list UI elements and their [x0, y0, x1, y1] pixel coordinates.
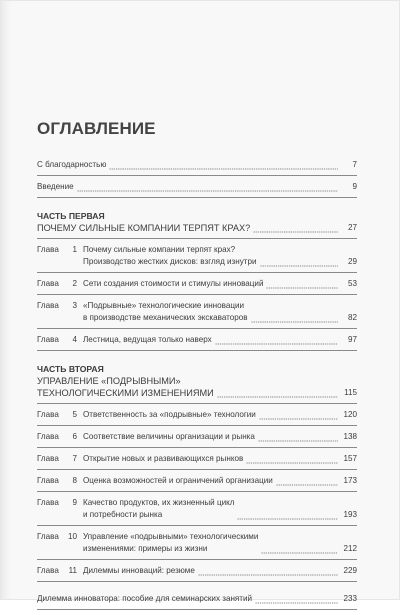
chapter-label: Глава	[37, 476, 59, 485]
divider	[37, 525, 357, 526]
entry-text-line-2: Производство жестких дисков: взгляд изнутри	[83, 257, 257, 266]
page-number: 82	[347, 313, 357, 322]
part-title-line-2: ТЕХНОЛОГИЧЕСКИМИ ИЗМЕНЕНИЯМИ	[37, 388, 214, 398]
chapter-label: Глава	[37, 454, 59, 463]
dot-leader	[246, 453, 338, 465]
chapter-number: 7	[72, 454, 77, 463]
page-number: 120	[343, 410, 357, 419]
entry-text-line-2: в производстве механических экскаваторов	[83, 313, 248, 322]
chapter-number: 8	[72, 476, 77, 485]
table-of-contents	[37, 119, 357, 615]
divider	[37, 272, 357, 273]
entry-text: Дилемма инноватора: пособие для семинарских занятий	[37, 594, 253, 603]
divider	[37, 469, 357, 470]
page-number: 7	[352, 160, 357, 169]
divider	[37, 350, 357, 351]
toc-entry-chapter-10[interactable]	[37, 531, 357, 555]
chapter-label: Глава	[37, 566, 59, 575]
chapter-number: 2	[72, 279, 77, 288]
toc-entry-chapter-8[interactable]	[37, 475, 357, 487]
page-number: 97	[347, 335, 357, 344]
chapter-label: Глава	[37, 301, 59, 310]
dot-leader	[255, 593, 338, 605]
toc-entry-appendix[interactable]	[37, 593, 357, 605]
entry-text: Лестница, ведущая только наверх	[83, 335, 212, 344]
entry-text-line-2: изменениями: примеры из жизни	[83, 544, 208, 553]
toc-entry-part-1[interactable]	[37, 222, 357, 234]
chapter-label: Глава	[37, 532, 59, 541]
divider	[37, 491, 357, 492]
toc-entry-introduction[interactable]	[37, 181, 357, 193]
chapter-number: 3	[72, 301, 77, 310]
page-number: 27	[347, 223, 357, 232]
entry-text-line-1: Управление «подрывными» технологическими	[83, 532, 259, 541]
page-number: 193	[343, 510, 357, 519]
part-label: ЧАСТЬ ПЕРВАЯ	[37, 211, 105, 221]
page-title: ОГЛАВЛЕНИЕ	[37, 119, 156, 138]
chapter-number: 1	[72, 245, 77, 254]
dot-leader	[259, 409, 338, 421]
entry-text-line-1: Почему сильные компании терпят крах?	[83, 245, 236, 254]
dot-leader	[276, 475, 338, 487]
toc-entry-chapter-5[interactable]	[37, 409, 357, 421]
divider	[37, 425, 357, 426]
dot-leader	[266, 278, 338, 290]
chapter-number: 5	[72, 410, 77, 419]
page-number: 138	[343, 432, 357, 441]
dot-leader	[253, 222, 338, 234]
entry-text: Дилеммы инноваций: резюме	[83, 566, 195, 575]
toc-entry-chapter-2[interactable]	[37, 278, 357, 290]
dot-leader	[217, 387, 338, 399]
page-number: 53	[347, 279, 357, 288]
toc-entry-chapter-1[interactable]	[37, 244, 357, 268]
dot-leader	[260, 256, 338, 268]
page-number: 115	[344, 388, 357, 397]
chapter-number: 10	[67, 532, 77, 541]
page-number: 233	[343, 594, 357, 603]
toc-entry-chapter-11[interactable]	[37, 565, 357, 577]
toc-entry-chapter-3[interactable]	[37, 300, 357, 324]
page-number: 212	[343, 544, 357, 553]
chapter-label: Глава	[37, 335, 59, 344]
divider	[37, 238, 357, 239]
chapter-number: 4	[72, 335, 77, 344]
dot-leader	[258, 431, 338, 443]
entry-text: Оценка возможностей и ограничений организации	[83, 476, 273, 485]
chapter-label: Глава	[37, 410, 59, 419]
dot-leader	[261, 543, 338, 555]
dot-leader	[77, 181, 338, 193]
entry-text: Сети создания стоимости и стимулы инноваций	[83, 279, 264, 288]
divider	[37, 609, 357, 610]
toc-entry-part-2[interactable]	[37, 387, 357, 399]
entry-text: Соответствие величины организации и рынка	[83, 432, 255, 441]
part-title: ПОЧЕМУ СИЛЬНЫЕ КОМПАНИИ ТЕРПЯТ КРАХ?	[37, 223, 251, 233]
divider	[37, 559, 357, 560]
page-number: 157	[343, 454, 357, 463]
chapter-label: Глава	[37, 279, 59, 288]
divider	[37, 197, 357, 198]
entry-text-line-2: и потребности рынка	[83, 510, 163, 519]
toc-entry-acknowledgements[interactable]	[37, 159, 357, 171]
chapter-number: 6	[72, 432, 77, 441]
entry-text: Ответственность за «подрывные» технологии	[83, 410, 256, 419]
chapter-number: 11	[68, 566, 77, 575]
divider	[37, 581, 357, 582]
entry-text-line-1: «Подрывные» технологические инновации	[83, 301, 245, 310]
divider	[37, 403, 357, 404]
entry-text: Открытие новых и развивающихся рынков	[83, 454, 244, 463]
dot-leader	[198, 565, 338, 577]
entry-text-line-1: Качество продуктов, их жизненный цикл	[83, 498, 235, 507]
divider	[37, 447, 357, 448]
page-number: 229	[343, 566, 357, 575]
chapter-label: Глава	[37, 432, 59, 441]
entry-text: Введение	[37, 182, 74, 191]
chapter-number: 9	[72, 498, 77, 507]
chapter-label: Глава	[37, 245, 59, 254]
page-number: 29	[347, 257, 357, 266]
toc-entry-chapter-6[interactable]	[37, 431, 357, 443]
page-number: 173	[343, 476, 357, 485]
dot-leader	[109, 159, 338, 171]
page-number: 9	[352, 182, 357, 191]
toc-entry-chapter-4[interactable]	[37, 334, 357, 346]
dot-leader	[237, 509, 338, 521]
divider	[37, 328, 357, 329]
dot-leader	[251, 312, 338, 324]
part-title-line-1: УПРАВЛЕНИЕ «ПОДРЫВНЫМИ»	[37, 376, 181, 386]
chapter-label: Глава	[37, 498, 59, 507]
divider	[37, 175, 357, 176]
divider	[37, 294, 357, 295]
toc-entry-chapter-9[interactable]	[37, 497, 357, 521]
toc-entry-chapter-7[interactable]	[37, 453, 357, 465]
dot-leader	[215, 334, 338, 346]
part-label: ЧАСТЬ ВТОРАЯ	[37, 364, 104, 374]
entry-text: С благодарностью	[37, 160, 107, 169]
